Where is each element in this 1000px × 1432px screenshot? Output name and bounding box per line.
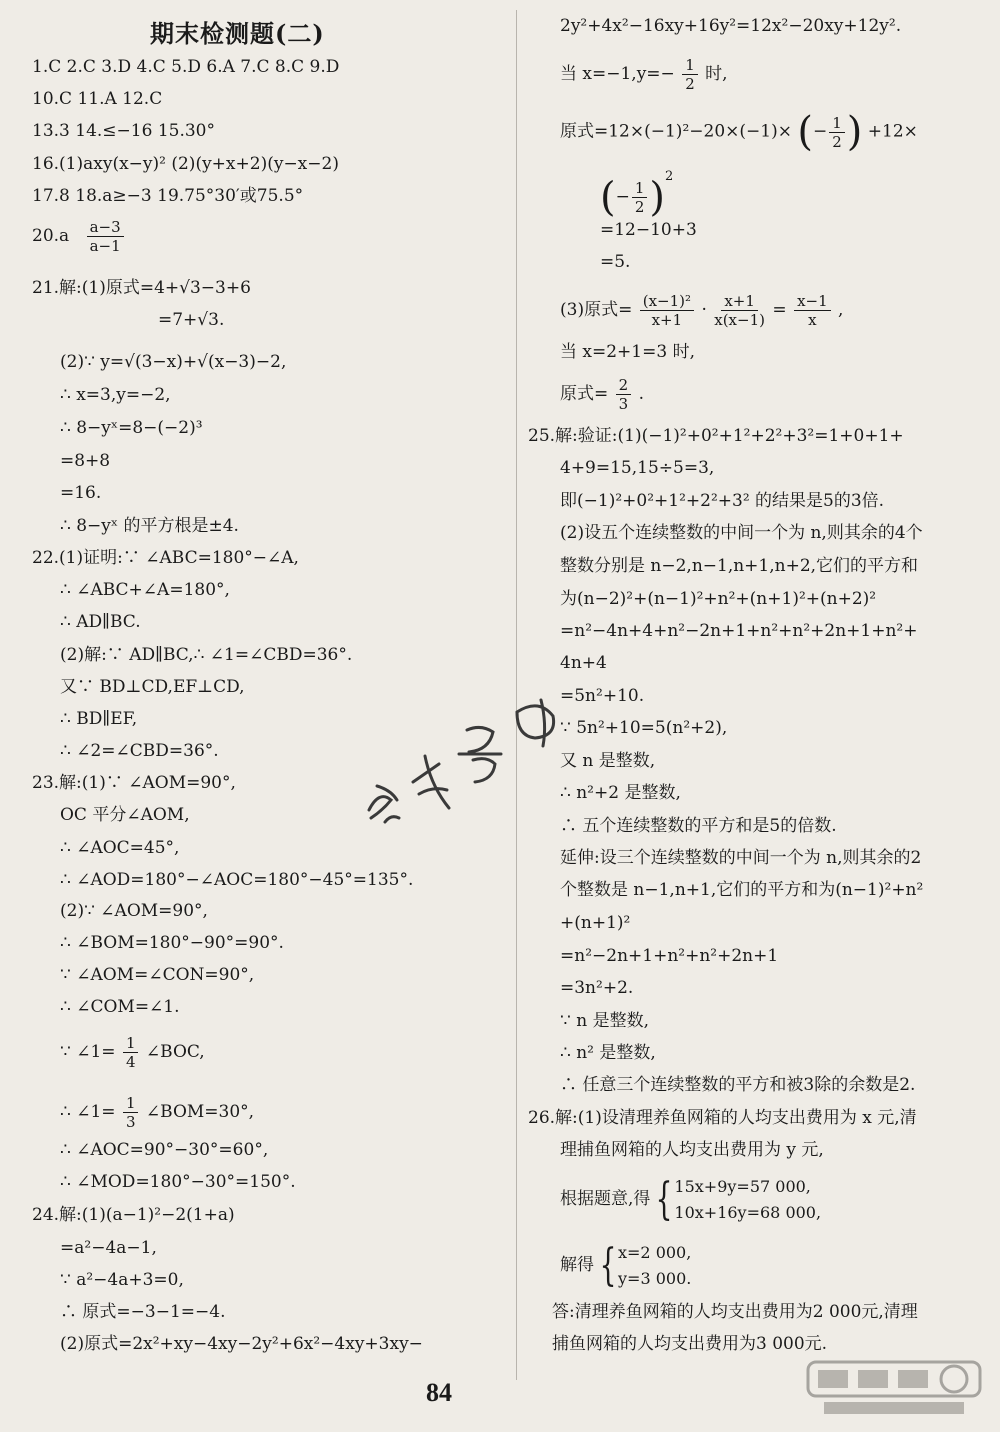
answer-line: =12−10+3 [600, 220, 697, 240]
fraction-denominator: 3 [618, 395, 629, 413]
answer-line: 21.解:(1)原式=4+√3−3+6 [32, 278, 251, 298]
answer-line: (2)∵ ∠AOM=90°, [60, 901, 208, 921]
left-paren: ( [600, 174, 616, 221]
q20-prefix: 20.a [32, 226, 70, 246]
answer-line: ∴ n²+2 是整数, [560, 783, 681, 803]
result-fraction [616, 376, 632, 413]
minus-sign: − [615, 187, 630, 207]
answer-line: 26.解:(1)设清理养鱼网箱的人均支出费用为 x 元,清 [528, 1108, 917, 1128]
answer-line: (2)∵ y=√(3−x)+√(x−3)−2, [60, 352, 287, 372]
fraction-numerator: (x−1)² [640, 292, 694, 311]
answer-line-system1 [560, 1172, 821, 1226]
answer-line: ∵ 5n²+10=5(n²+2), [560, 718, 728, 738]
answer-line: 10.C 11.A 12.C [32, 89, 163, 109]
answer-line: ∴ ∠BOM=180°−90°=90°. [60, 933, 284, 953]
fraction-numerator: 1 [123, 1034, 139, 1053]
answer-line: ∴ ∠COM=∠1. [60, 997, 180, 1017]
fraction-denominator: x+1 [651, 311, 683, 329]
answer-line: 个整数是 n−1,n+1,它们的平方和为(n−1)²+n² [560, 880, 924, 900]
fraction-denominator: 2 [685, 75, 695, 93]
answer-line: ∴ BD∥EF, [60, 709, 138, 729]
answer-line-squared-fraction [600, 165, 674, 221]
fraction-denominator: x(x−1) [714, 311, 765, 329]
fraction-denominator: 2 [634, 198, 645, 216]
right-paren: ) [649, 174, 666, 221]
fraction-denominator: 2 [832, 132, 842, 151]
part3-suffix: , [838, 300, 844, 320]
left-brace: { [599, 1239, 617, 1291]
multiply-dot: · [701, 300, 707, 320]
equation-system [674, 1174, 821, 1226]
answer-line: 4n+4 [560, 653, 607, 673]
answer-line: 23.解:(1)∵ ∠AOM=90°, [32, 773, 236, 793]
answer-line: =16. [60, 483, 102, 503]
left-brace: { [656, 1173, 673, 1225]
orig-sq-fraction [632, 179, 648, 216]
answer-line-part3 [560, 292, 843, 329]
page-number: 84 [426, 1378, 452, 1407]
answer-line: =7+√3. [158, 310, 225, 330]
part3-fraction-3 [794, 292, 831, 329]
answer-line: (2)原式=2x²+xy−4xy−2y²+6x²−4xy+3xy− [60, 1334, 423, 1354]
equation: 10x+16y=68 000, [674, 1202, 822, 1222]
minus-sign: − [812, 121, 828, 142]
answer-line: =8+8 [60, 451, 111, 471]
equation: y=3 000. [618, 1268, 692, 1288]
answer-line-when-x [560, 56, 728, 93]
part3-fraction-2 [714, 292, 765, 329]
answer-line: 为(n−2)²+(n−1)²+n²+(n+1)²+(n+2)² [560, 589, 877, 609]
answer-line: ∴ AD∥BC. [60, 612, 141, 632]
orig-expr-fraction [829, 114, 845, 151]
answer-line: 25.解:验证:(1)(−1)²+0²+1²+2²+3²=1+0+1+ [528, 426, 904, 446]
left-paren: ( [797, 109, 813, 155]
system1-prefix: 根据题意,得 [560, 1189, 651, 1209]
when-x-suffix: 时, [705, 64, 728, 84]
system2-prefix: 解得 [560, 1255, 594, 1275]
q23-frac1-suffix: ∠BOC, [145, 1042, 205, 1062]
answer-line: 延伸:设三个连续整数的中间一个为 n,则其余的2 [560, 848, 922, 868]
answer-line: 22.(1)证明:∵ ∠ABC=180°−∠A, [32, 548, 299, 568]
part3-fraction-1 [640, 292, 694, 329]
q23-frac2-fraction [123, 1094, 139, 1131]
answer-line-result [560, 376, 644, 413]
q23-frac1-prefix: ∵ ∠1= [60, 1042, 116, 1062]
answer-line: 整数分别是 n−2,n−1,n+1,n+2,它们的平方和 [560, 556, 919, 576]
answer-line: (2)解:∵ AD∥BC,∴ ∠1=∠CBD=36°. [60, 645, 353, 665]
q23-frac1-fraction [123, 1034, 139, 1071]
fraction-numerator: x+1 [721, 292, 758, 311]
page-title: 期末检测题(二) [150, 19, 325, 48]
answer-line: OC 平分∠AOM, [60, 805, 190, 825]
answer-line: ∴ 五个连续整数的平方和是5的倍数. [560, 816, 837, 836]
answer-line: ∴ ∠AOD=180°−∠AOC=180°−45°=135°. [60, 870, 414, 890]
answer-line: 又 n 是整数, [560, 751, 656, 771]
answer-line: ∵ ∠AOM=∠CON=90°, [60, 965, 255, 985]
answer-line-q23-frac1 [60, 1034, 205, 1071]
orig-expr-prefix: 原式=12×(−1)²−20×(−1)× [560, 121, 792, 142]
answer-line: 2y²+4x²−16xy+16y²=12x²−20xy+12y². [560, 16, 902, 36]
fraction-denominator: x [808, 311, 817, 329]
fraction-denominator: a−1 [89, 237, 121, 255]
answer-line: +(n+1)² [560, 913, 631, 933]
answer-line: ∵ a²−4a+3=0, [60, 1270, 184, 1290]
q23-frac2-prefix: ∴ ∠1= [60, 1102, 116, 1122]
fraction-numerator: 1 [829, 114, 845, 133]
fraction-numerator: x−1 [794, 292, 831, 311]
q20-fraction [87, 218, 124, 255]
answer-line-system2 [560, 1238, 691, 1292]
right-paren: ) [846, 109, 863, 155]
handwriting-scribble [355, 690, 585, 840]
part3-prefix: (3)原式= [560, 300, 633, 320]
answer-line: ∴ ∠MOD=180°−30°=150°. [60, 1172, 296, 1192]
answer-line: =5. [600, 252, 631, 272]
answer-line: ∵ n 是整数, [560, 1011, 649, 1031]
answer-line: 即(−1)²+0²+1²+2²+3² 的结果是5的3倍. [560, 491, 885, 511]
answer-line: ∴ ∠2=∠CBD=36°. [60, 741, 219, 761]
answer-line: =3n²+2. [560, 978, 634, 998]
q23-frac2-suffix: ∠BOM=30°, [145, 1102, 255, 1122]
equals-sign: = [772, 300, 787, 320]
answer-line: 13.3 14.≤−16 15.30° [32, 121, 215, 141]
fraction-numerator: 1 [682, 56, 698, 75]
answer-line: 1.C 2.C 3.D 4.C 5.D 6.A 7.C 8.C 9.D [32, 57, 340, 77]
fraction-denominator: 3 [125, 1113, 136, 1131]
fraction-numerator: a−3 [87, 218, 124, 237]
answer-line: 17.8 18.a≥−3 19.75°30′或75.5° [32, 186, 304, 206]
result-suffix: . [638, 384, 645, 404]
fraction-numerator: 1 [123, 1094, 139, 1113]
answer-line: (2)设五个连续整数的中间一个为 n,则其余的4个 [560, 523, 923, 543]
watermark-logo [804, 1358, 984, 1418]
answer-line: ∴ x=3,y=−2, [60, 385, 171, 405]
answer-line: =n²−2n+1+n²+n²+2n+1 [560, 946, 779, 966]
answer-line: ∴ 8−yˣ=8−(−2)³ [60, 418, 203, 438]
equation: x=2 000, [618, 1242, 692, 1262]
answer-line-original-expression [560, 109, 918, 155]
equation-system [618, 1240, 691, 1292]
equation: 15x+9y=57 000, [674, 1176, 811, 1196]
answer-line-q20 [32, 218, 126, 255]
exponent: 2 [665, 169, 674, 184]
orig-expr-suffix: +12× [867, 121, 918, 142]
fraction-numerator: 2 [616, 376, 632, 395]
fraction-denominator: 4 [125, 1053, 136, 1071]
answer-line: 当 x=2+1=3 时, [560, 342, 695, 362]
answer-line: ∴ 8−yˣ 的平方根是±4. [60, 516, 239, 536]
answer-line: =n²−4n+4+n²−2n+1+n²+n²+2n+1+n²+ [560, 621, 918, 641]
answer-line: ∴ ∠ABC+∠A=180°, [60, 580, 230, 600]
answer-line-q23-frac2 [60, 1094, 254, 1131]
answer-line: ∴ 任意三个连续整数的平方和被3除的余数是2. [560, 1075, 916, 1095]
answer-line: 答:清理养鱼网箱的人均支出费用为2 000元,清理 [552, 1302, 918, 1322]
when-x-fraction [682, 56, 698, 93]
fraction-numerator: 1 [632, 179, 648, 198]
answer-line: 理捕鱼网箱的人均支出费用为 y 元, [560, 1140, 824, 1160]
answer-line: 又∵ BD⊥CD,EF⊥CD, [60, 677, 245, 697]
answer-line: ∴ n² 是整数, [560, 1043, 656, 1063]
answer-line: ∴ ∠AOC=90°−30°=60°, [60, 1140, 269, 1160]
answer-line: 4+9=15,15÷5=3, [560, 458, 715, 478]
answer-line: 24.解:(1)(a−1)²−2(1+a) [32, 1205, 235, 1225]
answer-line: 捕鱼网箱的人均支出费用为3 000元. [552, 1334, 828, 1354]
answer-line: 16.(1)axy(x−y)² (2)(y+x+2)(y−x−2) [32, 154, 339, 174]
result-prefix: 原式= [560, 384, 609, 404]
when-x-prefix: 当 x=−1,y=− [560, 64, 675, 84]
answer-line: ∴ ∠AOC=45°, [60, 838, 180, 858]
answer-line: ∴ 原式=−3−1=−4. [60, 1302, 226, 1322]
answer-line: =5n²+10. [560, 686, 645, 706]
answer-line: =a²−4a−1, [60, 1238, 157, 1258]
